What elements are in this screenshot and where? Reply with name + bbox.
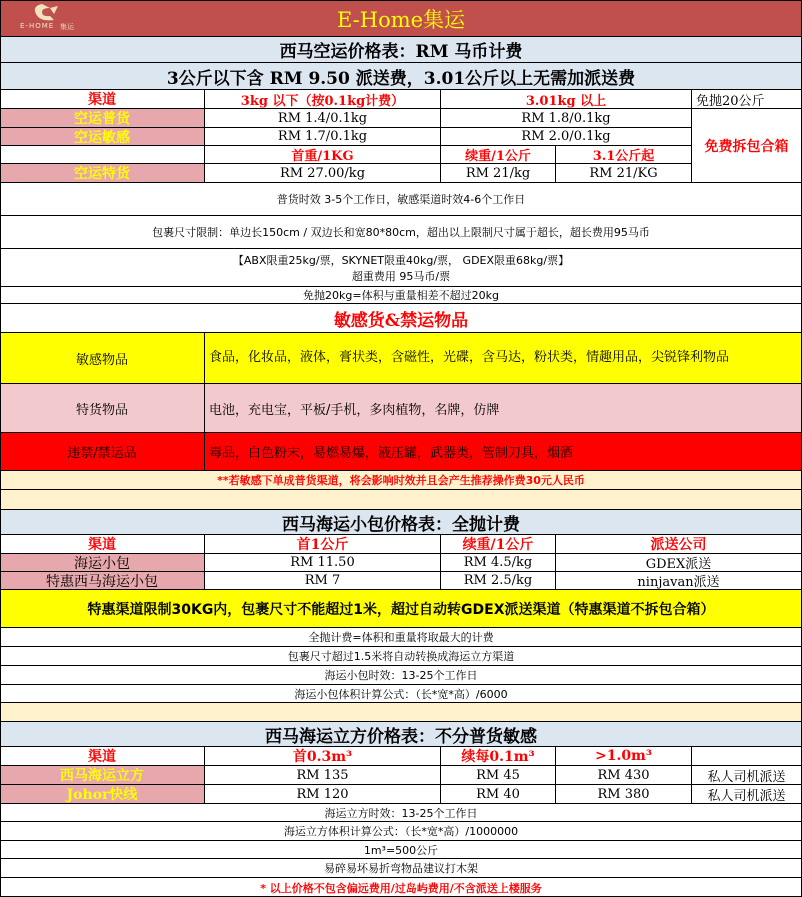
air-special-first: RM 27.00/kg [205,164,441,183]
goods-prohibited-items: 毒品，白色粉末，易燃易爆，液压罐，武器类，管制刀具，烟酒 [205,433,802,471]
air-note-free20: 免抛20kg=体积与重量相差不超过20kg [0,287,802,304]
sea-parcel-row1-courier: GDEX派送 [556,554,802,572]
air-note-weight-limit-line2: 超重费用 95马币/票 [351,269,451,283]
sea-cubic-head-first: 首0.3m³ [205,747,441,766]
sea-cubic-head-channel: 渠道 [0,747,205,766]
goods-sensitive-items: 食品，化妆品，液体，膏状类，含磁性，光碟，含马达，粉状类，情趣用品，尖锐锋利物品 [205,333,802,384]
air-special-over3: RM 21/KG [556,164,692,183]
air-head-channel: 渠道 [0,90,205,109]
sea-cubic-row1-over: RM 430 [556,766,692,785]
air-special-name: 空运特货 [0,164,205,183]
sea-parcel-row2-cont: RM 2.5/kg [441,572,556,590]
air-row-general-name: 空运普货 [0,109,205,128]
goods-title: 敏感货&禁运物品 [0,304,802,333]
sea-parcel-note-4: 海运小包体积计算公式：（长*宽*高）/6000 [0,685,802,703]
goods-prohibited-label: 违禁/禁运品 [0,433,205,471]
spacer-2 [0,703,802,722]
footer-disclaimer: * 以上价格不包含偏远费用/过岛屿费用/不含派送上楼服务 [260,881,542,895]
air-special-cont: RM 21/kg [441,164,556,183]
goods-special-items: 电池，充电宝，平板/手机，多肉植物，名牌，仿牌 [205,384,802,433]
sea-cubic-row1-name: 西马海运立方 [0,766,205,785]
sea-cubic-note-4: 易碎易坏易折弯物品建议打木架 [0,859,802,878]
sea-parcel-title: 西马海运小包价格表：全抛计费 [0,510,802,535]
air-special-head-cont: 续重/1公斤 [441,146,556,164]
sea-cubic-row2-over: RM 380 [556,785,692,804]
sea-cubic-note-2: 海运立方体积计算公式：（长*宽*高）/1000000 [0,822,802,841]
sea-parcel-row1-first: RM 11.50 [205,554,441,572]
sea-cubic-note-3: 1m³=500公斤 [0,841,802,859]
app-header [0,0,802,37]
sea-cubic-row2-name: Johor快线 [0,785,205,804]
air-row-sensitive-p2: RM 2.0/0.1kg [441,128,692,146]
air-price-title: 西马空运价格表：RM 马币计费 [0,37,802,63]
sea-cubic-note-1: 海运立方时效：13-25个工作日 [0,804,802,822]
sea-cubic-row2-courier: 私人司机派送 [692,785,802,804]
brand-name-cn: 集运 [60,23,74,31]
sea-parcel-head-channel: 渠道 [0,535,205,554]
sea-parcel-row2-courier: ninjavan派送 [556,572,802,590]
sea-parcel-note-3: 海运小包时效：13-25个工作日 [0,666,802,685]
goods-sensitive-label: 敏感物品 [0,333,205,384]
brand-name: E-HOME [20,22,55,30]
air-special-head-over3: 3.1公斤起 [556,146,692,164]
air-note-timing: 普货时效 3-5个工作日，敏感渠道时效4-6个工作日 [0,183,802,216]
air-note-size: 包裹尺寸限制：单边长150cm / 双边长和宽80*80cm，超出以上限制尺寸属于超长，超长费用95马币 [0,216,802,249]
air-row-sensitive-p1: RM 1.7/0.1kg [205,128,441,146]
air-head-under3: 3kg 以下（按0.1kg计费） [205,90,441,109]
sea-cubic-title: 西马海运立方价格表：不分普货敏感 [0,722,802,747]
sea-parcel-head-cont: 续重/1公斤 [441,535,556,554]
sea-cubic-row2-first: RM 120 [205,785,441,804]
sea-cubic-row2-cont: RM 40 [441,785,556,804]
air-price-subtitle: 3公斤以下含 RM 9.50 派送费，3.01公斤以上无需加派送费 [0,63,802,90]
sea-cubic-row1-first: RM 135 [205,766,441,785]
sea-parcel-banner: 特惠渠道限制30KG内，包裹尺寸不能超过1米，超过自动转GDEX派送渠道（特惠渠道不拆包合箱） [0,590,802,628]
sea-parcel-row1-name: 海运小包 [0,554,205,572]
air-head-over3: 3.01kg 以上 [441,90,692,109]
air-row-general-p1: RM 1.4/0.1kg [205,109,441,128]
air-row-sensitive-name: 空运敏感 [0,128,205,146]
air-special-head-blank [0,146,205,164]
sea-parcel-head-courier: 派送公司 [556,535,802,554]
sea-cubic-head-cont: 续每0.1m³ [441,747,556,766]
air-special-head-first: 首重/1KG [205,146,441,164]
sea-parcel-head-first: 首1公斤 [205,535,441,554]
app-title: E-Home集运 [336,7,466,32]
sea-parcel-row2-first: RM 7 [205,572,441,590]
air-note-weight-limit [0,249,802,287]
air-note-weight-limit-line1: 【ABX限重25kg/票，SKYNET限重40kg/票， GDEX限重68kg/票】 [232,253,570,267]
free-unpack-label: 免费拆包合箱 [692,109,802,183]
sea-cubic-row1-courier: 私人司机派送 [692,766,802,785]
sea-cubic-head-over: >1.0m³ [556,747,692,766]
sea-parcel-row1-cont: RM 4.5/kg [441,554,556,572]
sea-parcel-note-2: 包裹尺寸超过1.5米将自动转换成海运立方渠道 [0,647,802,666]
air-row-general-p2: RM 1.8/0.1kg [441,109,692,128]
air-head-free20: 免抛20公斤 [692,90,802,109]
sea-parcel-row2-name: 特惠西马海运小包 [0,572,205,590]
sea-cubic-row1-cont: RM 45 [441,766,556,785]
sea-cubic-head-blank [692,747,802,766]
goods-warning: **若敏感下单成普货渠道，将会影响时效并且会产生推荐操作费30元人民币 [0,471,802,490]
spacer-1 [0,490,802,510]
goods-special-label: 特货物品 [0,384,205,433]
sea-parcel-note-1: 全抛计费=体积和重量将取最大的计费 [0,628,802,647]
